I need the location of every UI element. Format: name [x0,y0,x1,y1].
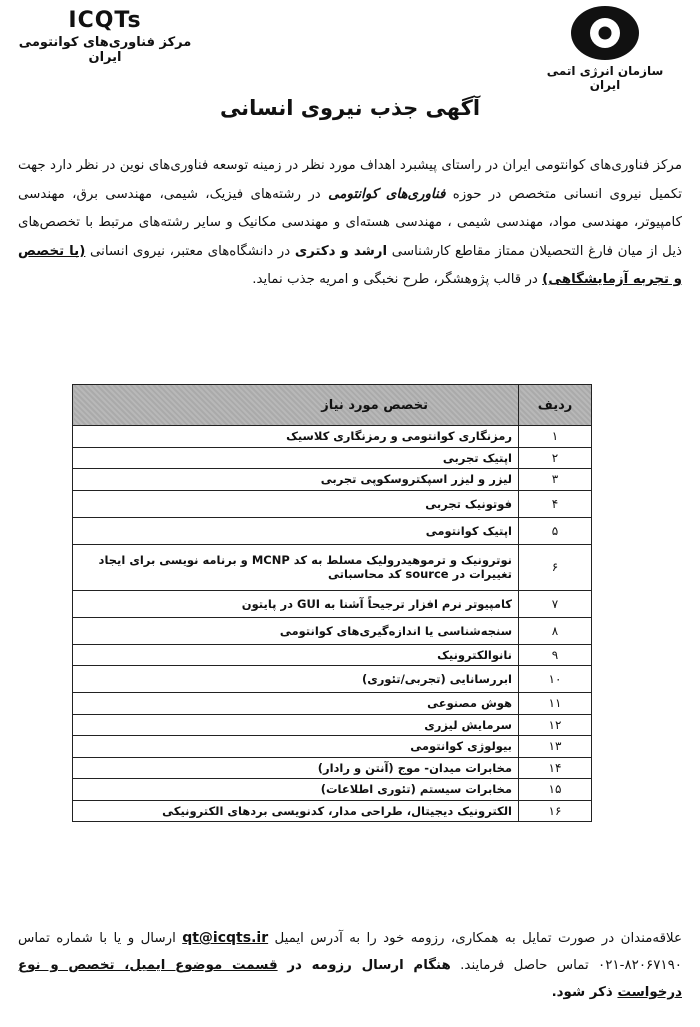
row-text: سنجه‌شناسی یا اندازه‌گیری‌های کوانتومی [73,617,519,644]
row-text: سرمایش لیزری [73,714,519,736]
row-text: مخابرات سیستم (تئوری اطلاعات) [73,779,519,801]
aeoi-logo-block [540,4,670,92]
icqt-org-name: مرکز فناوری‌های کوانتومی ایران [18,35,192,65]
table-row [73,544,592,590]
row-num: ۲ [519,447,592,469]
contact-phone: ۰۲۱-۸۲۰۶۷۱۹۰ [598,958,682,973]
row-text: هوش مصنوعی [73,693,519,715]
row-text: اپتیک تجربی [73,447,519,469]
row-num: ۱۵ [519,779,592,801]
row-num: ۱۱ [519,693,592,715]
footer-text-4: هنگام ارسال رزومه در [277,958,451,973]
footer-text-2: ارسال و یا با شماره تماس [18,931,183,946]
letterhead [0,0,700,100]
intro-text-4: در قالب پژوهشگر، طرح نخبگی و امریه جذب نماید. [252,272,543,287]
page-title: آگهی جذب نیروی انسانی [219,96,481,120]
row-num: ۳ [519,469,592,491]
row-text: الکترونیک دیجیتال، طراحی مدار، کدنویسی بردهای الکترونیکی [73,800,519,822]
intro-text-1: مرکز فناوری‌های کوانتومی ایران در راستای پیشبرد اهداف مورد نظر در زمینه توسعه فناوری‌های نوین در نظر دارد جهت تکمیل نیروی انسانی متخصص در حوزه [18,158,682,202]
contact-paragraph [18,925,682,1006]
row-num: ۴ [519,490,592,517]
row-text: نانوالکترونیک [73,644,519,666]
row-num: ۱۴ [519,757,592,779]
table-row [73,617,592,644]
row-num: ۱۲ [519,714,592,736]
icqt-logo: ICQTs [68,8,142,33]
header-title: تخصص مورد نیاز [73,385,519,426]
table-row [73,644,592,666]
table-row [73,757,592,779]
table-row [73,590,592,617]
row-text: فوتونیک تجربی [73,490,519,517]
footer-email-subject-note: قسمت موضوع ایمیل، تخصص و نوع درخواست [18,958,682,1000]
footer-text-3: تماس حاصل فرمایند. [450,958,599,973]
row-text: ابررسانایی (تجربی/تئوری) [73,666,519,693]
positions-table [72,384,592,822]
intro-degrees: ارشد و دکتری [294,243,388,259]
row-num: ۸ [519,617,592,644]
table-row [73,693,592,715]
row-num: ۶ [519,544,592,590]
row-text: اپتیک کوانتومی [73,517,519,544]
row-num: ۱۶ [519,800,592,822]
table-row [73,714,592,736]
table-header-row [73,385,592,426]
row-text: مخابرات میدان- موج (آنتن و رادار) [73,757,519,779]
table-row [73,426,592,448]
table-row [73,517,592,544]
table-row [73,666,592,693]
table-row [73,779,592,801]
aeoi-emblem-icon [569,4,641,62]
table-row [73,800,592,822]
row-num: ۷ [519,590,592,617]
table-row [73,736,592,758]
table-row [73,469,592,491]
row-text: نوترونیک و ترموهیدرولیک مسلط به کد MCNP و برنامه نویسی برای ایجاد تغییرات در source کد محاسباتی [73,544,519,590]
intro-text-2: در رشته‌های فیزیک، شیمی، مهندسی برق، مهندسی کامپیوتر، مهندسی مواد، مهندسی شیمی ، مهندسی هسته‌ای و مهندسی مکانیک و سایر رشته‌های مرتبط با تخصص‌های ذیل از میان فارغ التحصیلان ممتاز مقاطع کارشناسی [18,186,683,259]
row-text: لیزر و لیزر اسپکتروسکوپی تجربی [73,469,519,491]
table-row [73,447,592,469]
intro-qualifier: (با تخصص و تجربه آزمایشگاهی) [18,243,682,287]
intro-field: فناوری‌های کوانتومی [328,186,446,202]
aeoi-org-name: سازمان انرژی اتمی ایران [546,64,664,92]
contact-email-link[interactable]: qt@icqts.ir [182,930,269,946]
icqt-logo-block [10,8,200,65]
table-row [73,490,592,517]
row-num: ۱ [519,426,592,448]
row-num: ۱۳ [519,736,592,758]
row-num: ۱۰ [519,666,592,693]
row-num: ۵ [519,517,592,544]
row-text: بیولوژی کوانتومی [73,736,519,758]
intro-text-3: در دانشگاه‌های معتبر، نیروی انسانی [85,243,295,259]
footer-text-6: ذکر شود. [551,985,618,1000]
row-num: ۹ [519,644,592,666]
row-text: رمزنگاری کوانتومی و رمزنگاری کلاسیک [73,426,519,448]
intro-paragraph [18,152,682,295]
row-text: کامپیوتر نرم افزار ترجیحاً آشنا به GUI در پایتون [73,590,519,617]
header-num: ردیف [519,385,592,426]
footer-text-1: علاقه‌مندان در صورت تمایل به همکاری، رزومه خود را به آدرس ایمیل [268,931,682,946]
